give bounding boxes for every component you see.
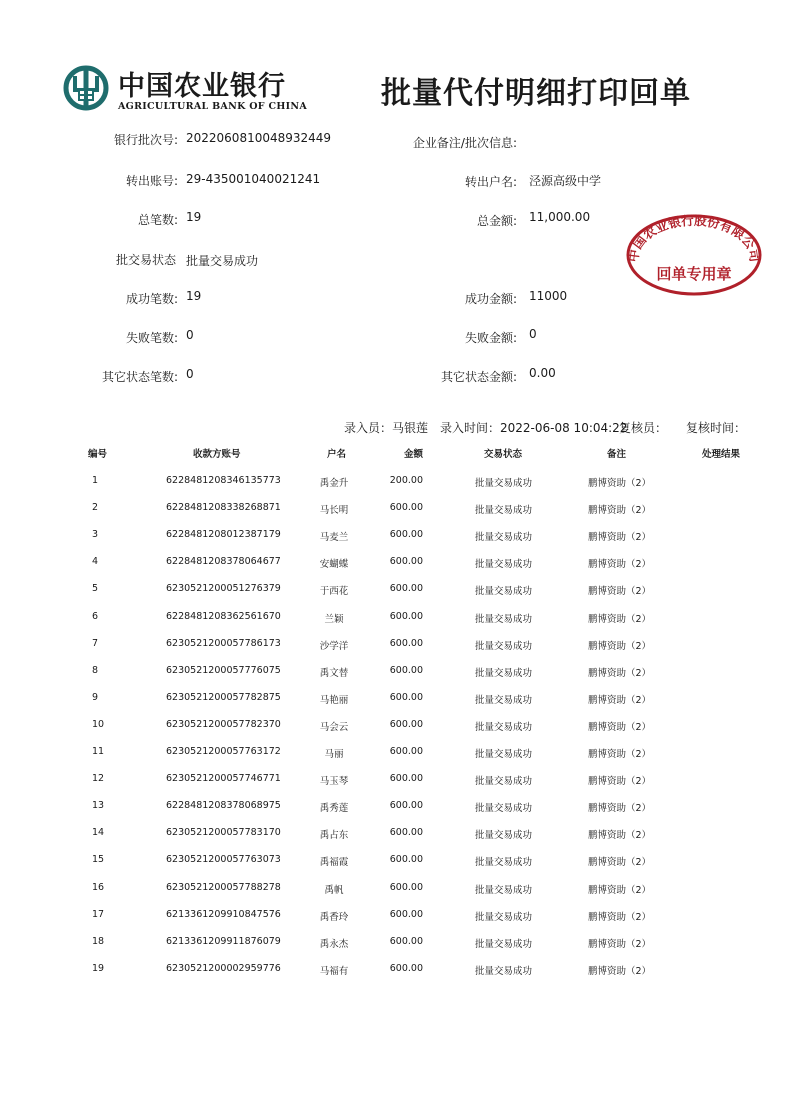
row-status: 批量交易成功 (475, 965, 533, 977)
row-status: 批量交易成功 (475, 830, 533, 842)
row-note: 鹏博资助（2） (588, 803, 652, 815)
row-name: 安蝴蝶 (319, 559, 349, 571)
fail-amount-value: 0 (529, 327, 537, 341)
table-row (0, 665, 800, 685)
col-header-amount: 金额 (404, 449, 424, 460)
other-count-label: 其它状态笔数: (101, 370, 178, 384)
total-amount-value: 11,000.00 (529, 210, 591, 224)
row-status: 批量交易成功 (475, 694, 533, 706)
receipt-stamp (624, 213, 764, 297)
account-name-label: 转出户名: (464, 175, 517, 189)
row-note: 鹏博资助（2） (588, 749, 652, 760)
row-amount: 600.00 (389, 556, 423, 568)
row-name: 禹帆 (324, 884, 344, 896)
table-row (0, 692, 800, 712)
row-account: 6230521200057786173 (166, 637, 281, 649)
table-row (0, 800, 800, 820)
row-note: 鹏博资助（2） (588, 613, 652, 625)
total-amount-label: 总金额: (476, 214, 517, 228)
other-count-value: 0 (186, 367, 194, 381)
row-status: 批量交易成功 (475, 613, 533, 625)
stamp-arc-text: 中国农业银行股份有限公司 (625, 213, 763, 263)
row-status: 批量交易成功 (475, 884, 533, 896)
page-title: 批量代付明细打印回单 (381, 76, 691, 111)
row-note: 鹏博资助（2） (588, 586, 652, 598)
success-count-value: 19 (186, 289, 202, 303)
table-row (0, 475, 800, 495)
row-name: 马麦兰 (319, 532, 349, 544)
row-no: 9 (92, 691, 99, 703)
row-status: 批量交易成功 (475, 478, 533, 489)
row-name: 禹金升 (319, 478, 349, 489)
row-status: 批量交易成功 (475, 803, 533, 815)
table-row (0, 719, 800, 739)
row-account: 6230521200057763073 (166, 854, 281, 866)
row-amount: 600.00 (389, 827, 423, 839)
row-note: 鹏博资助（2） (588, 478, 652, 489)
table-row (0, 638, 800, 658)
row-note: 鹏博资助（2） (588, 640, 652, 652)
row-no: 17 (92, 908, 105, 920)
other-amount-value: 0.00 (529, 366, 556, 380)
reviewer: 复核员： (619, 421, 668, 435)
table-row (0, 502, 800, 522)
note-label: 企业备注/批次信息: (412, 136, 517, 150)
row-no: 14 (92, 827, 105, 839)
success-amount-value: 11000 (529, 289, 568, 303)
row-name: 禹福霞 (319, 857, 349, 869)
col-header-name: 户名 (327, 449, 347, 460)
row-no: 13 (92, 800, 105, 812)
row-note: 鹏博资助（2） (588, 911, 652, 923)
success-amount-label: 成功金额: (464, 292, 517, 306)
row-amount: 600.00 (389, 962, 423, 974)
svg-text:中国农业银行股份有限公司 (625, 213, 762, 263)
row-no: 7 (92, 637, 99, 649)
account-value: 29-435001040021241 (186, 172, 321, 186)
row-account: 6230521200002959776 (166, 962, 281, 974)
row-name: 马长明 (319, 505, 349, 517)
row-name: 禹文替 (319, 667, 349, 679)
col-header-result: 处理结果 (702, 449, 741, 460)
row-amount: 600.00 (389, 800, 423, 812)
batch-status-label: 批交易状态 (115, 253, 176, 267)
row-status: 批量交易成功 (475, 911, 533, 923)
row-no: 2 (92, 502, 99, 514)
table-row (0, 854, 800, 874)
row-amount: 600.00 (389, 935, 423, 947)
row-no: 18 (92, 935, 105, 947)
row-name: 禹占东 (319, 830, 349, 842)
other-amount-label: 其它状态金额: (440, 370, 517, 384)
row-amount: 600.00 (389, 881, 423, 893)
row-status: 批量交易成功 (475, 776, 533, 788)
row-status: 批量交易成功 (475, 667, 533, 679)
row-account: 6230521200057788278 (166, 881, 281, 893)
batch-no-label: 银行批次号: (113, 133, 178, 147)
row-note: 鹏博资助（2） (588, 721, 652, 733)
row-amount: 600.00 (389, 691, 423, 703)
row-no: 15 (92, 854, 105, 866)
row-account: 6230521200051276379 (166, 583, 281, 595)
row-account: 6230521200057776075 (166, 664, 281, 676)
row-amount: 600.00 (389, 637, 423, 649)
account-name-value: 泾源高级中学 (529, 174, 602, 188)
table-row (0, 773, 800, 793)
row-name: 马福有 (319, 965, 349, 977)
row-name: 沙学洋 (319, 640, 349, 652)
account-label: 转出账号: (125, 174, 178, 188)
row-account: 6213361209910847576 (166, 908, 281, 920)
row-name: 兰颖 (324, 613, 344, 625)
row-status: 批量交易成功 (475, 559, 533, 571)
row-account: 6213361209911876079 (166, 935, 281, 947)
row-name: 马玉琴 (319, 776, 349, 788)
review-time: 复核时间： (686, 421, 747, 435)
row-no: 10 (92, 718, 105, 730)
row-name: 禹香玲 (319, 911, 349, 923)
row-amount: 600.00 (389, 664, 423, 676)
table-row (0, 556, 800, 576)
row-status: 批量交易成功 (475, 640, 533, 652)
batch-status-value: 批量交易成功 (186, 254, 259, 268)
row-note: 鹏博资助（2） (588, 505, 652, 517)
bank-logo-icon (62, 64, 110, 112)
row-no: 12 (92, 773, 105, 785)
row-account: 6230521200057763172 (166, 746, 281, 757)
row-account: 6228481208338268871 (166, 502, 281, 514)
entry-time: 录入时间：2022-06-08 10:04:22 (440, 421, 628, 435)
batch-no-value: 2022060810048932449 (186, 131, 332, 145)
total-count-value: 19 (186, 210, 202, 224)
table-row (0, 963, 800, 983)
row-account: 6230521200057782875 (166, 691, 281, 703)
row-no: 8 (92, 664, 99, 676)
row-name: 禹秀莲 (319, 803, 349, 815)
row-no: 1 (92, 475, 99, 486)
row-note: 鹏博资助（2） (588, 830, 652, 842)
row-amount: 600.00 (389, 502, 423, 514)
table-row (0, 882, 800, 902)
row-note: 鹏博资助（2） (588, 667, 652, 679)
col-header-account: 收款方账号 (193, 449, 241, 460)
row-status: 批量交易成功 (475, 857, 533, 869)
table-row (0, 936, 800, 956)
row-name: 禹永杰 (319, 938, 349, 950)
row-status: 批量交易成功 (475, 721, 533, 733)
table-row (0, 827, 800, 847)
row-account: 6230521200057746771 (166, 773, 281, 785)
row-name: 于西花 (319, 586, 349, 598)
row-note: 鹏博资助（2） (588, 965, 652, 977)
total-count-label: 总笔数: (137, 213, 178, 227)
table-row (0, 746, 800, 766)
row-account: 6228481208378064677 (166, 556, 281, 568)
row-note: 鹏博资助（2） (588, 938, 652, 950)
bank-name-cn: 中国农业银行 (118, 71, 286, 102)
row-amount: 600.00 (389, 773, 423, 785)
row-amount: 600.00 (389, 746, 423, 757)
fail-amount-label: 失败金额: (464, 331, 517, 345)
row-amount: 600.00 (389, 854, 423, 866)
success-count-label: 成功笔数: (125, 292, 178, 306)
row-no: 16 (92, 881, 105, 893)
row-note: 鹏博资助（2） (588, 559, 652, 571)
row-amount: 600.00 (389, 718, 423, 730)
row-account: 6228481208362561670 (166, 610, 281, 622)
bank-name-en: AGRICULTURAL BANK OF CHINA (118, 101, 307, 112)
row-name: 马艳丽 (319, 694, 349, 706)
row-no: 5 (92, 583, 99, 595)
row-name: 马丽 (324, 749, 344, 760)
row-status: 批量交易成功 (475, 532, 533, 544)
table-row (0, 611, 800, 631)
col-header-status: 交易状态 (484, 449, 523, 460)
row-account: 6228481208378068975 (166, 800, 281, 812)
row-note: 鹏博资助（2） (588, 694, 652, 706)
row-status: 批量交易成功 (475, 938, 533, 950)
table-row (0, 909, 800, 929)
row-amount: 600.00 (389, 583, 423, 595)
row-amount: 600.00 (389, 529, 423, 541)
row-no: 4 (92, 556, 99, 568)
row-no: 3 (92, 529, 99, 541)
row-no: 6 (92, 610, 99, 622)
table-row (0, 529, 800, 549)
row-name: 马会云 (319, 721, 349, 733)
stamp-center-text: 回单专用章 (656, 265, 732, 283)
row-amount: 600.00 (389, 908, 423, 920)
row-status: 批量交易成功 (475, 749, 533, 760)
col-header-note: 备注 (607, 449, 627, 460)
fail-count-value: 0 (186, 328, 194, 342)
row-account: 6228481208012387179 (166, 529, 281, 541)
row-status: 批量交易成功 (475, 586, 533, 598)
row-note: 鹏博资助（2） (588, 776, 652, 788)
row-status: 批量交易成功 (475, 505, 533, 517)
row-note: 鹏博资助（2） (588, 857, 652, 869)
col-header-no: 编号 (88, 449, 108, 460)
row-account: 6228481208346135773 (166, 475, 281, 486)
row-account: 6230521200057782370 (166, 718, 281, 730)
row-note: 鹏博资助（2） (588, 884, 652, 896)
row-account: 6230521200057783170 (166, 827, 281, 839)
row-no: 11 (92, 746, 105, 757)
table-row (0, 583, 800, 603)
row-amount: 600.00 (389, 610, 423, 622)
row-note: 鹏博资助（2） (588, 532, 652, 544)
row-no: 19 (92, 962, 105, 974)
fail-count-label: 失败笔数: (125, 331, 178, 345)
entry-person: 录入员：马银莲 (344, 421, 429, 435)
row-amount: 200.00 (389, 475, 423, 486)
